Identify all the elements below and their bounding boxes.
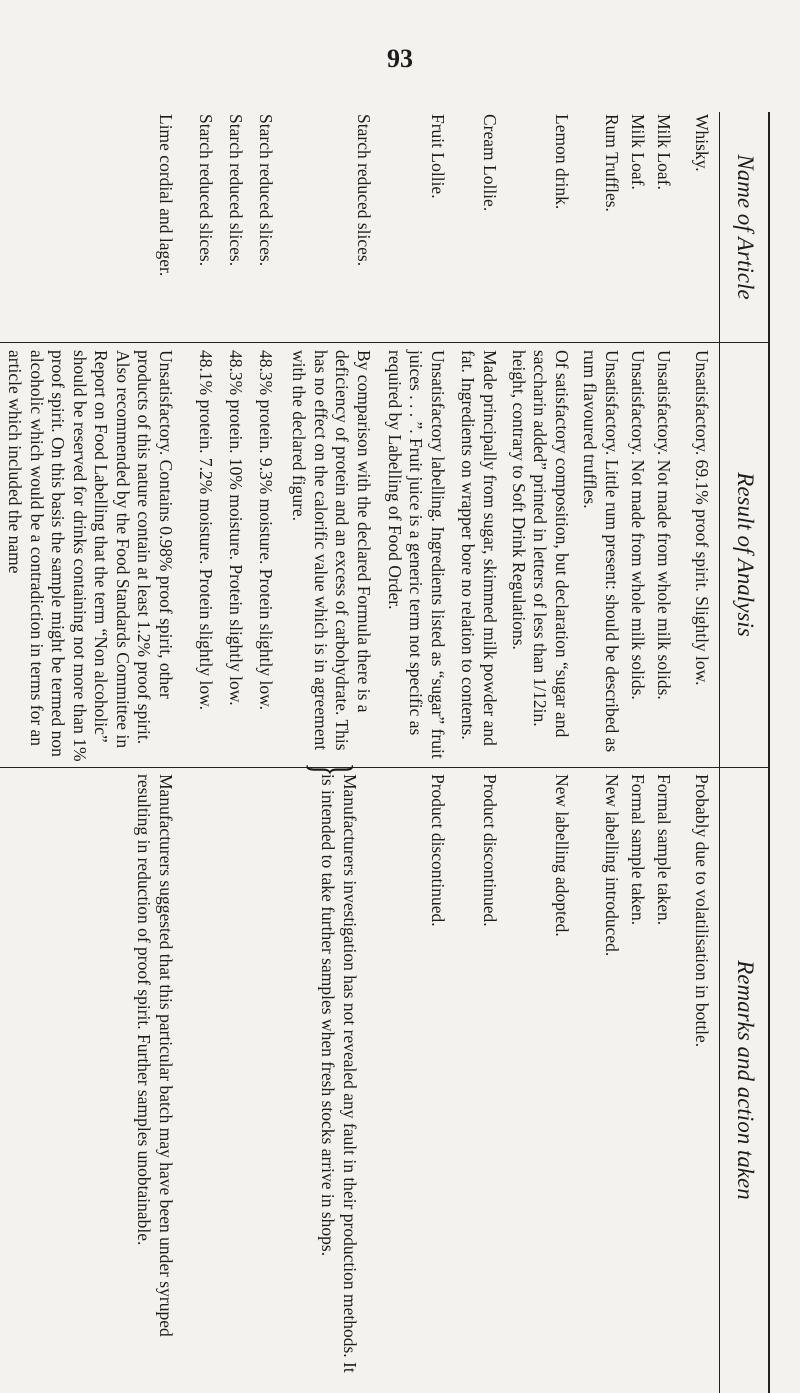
cell-remarks: Product discontinued.	[480, 774, 500, 927]
cell-name: Whisky.	[692, 114, 712, 172]
cell-result: Unsatisfactory. Not made from whole milk solids.	[654, 350, 674, 700]
cell-name: Lime cordial and lager.	[156, 114, 176, 277]
cell-remarks: Formal sample taken.	[654, 774, 674, 926]
cell-result: Made principally from sugar, skimmed milk powder and fat. Ingredients on wrapper bore no relation to contents.	[458, 350, 500, 746]
cell-result: Of satisfactory composition, but declaration “sugar and saccharin added” printed in letters of less than 1/12in. height, contrary to Soft Drink Regulations.	[509, 350, 572, 738]
group-brace: }	[301, 762, 363, 777]
cell-remarks: New labelling introduced.	[602, 774, 622, 957]
cell-result: 48.3% protein. 9.3% moisture. Protein slightly low.	[256, 350, 276, 711]
cell-result: Unsatisfactory. Contains 0.98% proof spirit, other products of this nature contain at least 1.2% proof spirit. Also recommended by the Food Standards Committee in Report on Food Labelling that the term “Non alcoholic” should be reserved for drinks containing not more than 1% proof spirit. On this basis the sample might be termed non alcoholic which would be a contradiction in terms for an article which included the name	[5, 350, 176, 762]
column-divider	[0, 767, 770, 768]
cell-result: 48.1% protein. 7.2% moisture. Protein slightly low.	[196, 350, 216, 711]
cell-result: Unsatisfactory. Not made from whole milk solids.	[628, 350, 648, 700]
cell-name: Lemon drink.	[552, 114, 572, 210]
cell-result: Unsatisfactory. Little rum present: should be described as rum flavoured truffles.	[580, 350, 622, 753]
cell-name: Starch reduced slices.	[196, 114, 216, 267]
header-remarks: Remarks and action taken	[733, 960, 758, 1200]
cell-name: Starch reduced slices.	[226, 114, 246, 267]
cell-result: Unsatisfactory. 69.1% proof spirit. Slightly low.	[692, 350, 712, 686]
cell-name: Milk Loaf.	[654, 114, 674, 190]
cell-name: Rum Truffles.	[602, 114, 622, 212]
cell-result: By comparison with the declared Formula there is a deficiency of protein and an excess of carbohydrate. This has no effect on the calorific value which is in agreement with the declared figure.	[289, 350, 374, 751]
cell-result: Unsatisfactory labelling. Ingredients listed as “sugar” fruit juices . . . ”. Fruit juice is a generic term not specific as required by Labelling of Food Order.	[385, 350, 448, 759]
analysis-table	[0, 112, 770, 1393]
column-divider	[0, 342, 770, 343]
page-number: 93	[387, 44, 413, 73]
cell-name: Fruit Lollie.	[428, 114, 448, 199]
cell-remarks: Probably due to volatilisation in bottle.	[692, 774, 712, 1048]
cell-remarks: Manufacturers suggested that this particular batch may have been under syruped resulting in reduction of proof spirit. Further samples unobtainable.	[134, 774, 176, 1337]
header-name-of-article: Name of Article	[733, 154, 758, 300]
cell-name: Cream Lollie.	[480, 114, 500, 212]
cell-name: Milk Loaf.	[628, 114, 648, 190]
cell-remarks: Formal sample taken.	[628, 774, 648, 926]
cell-remarks: New labelling adopted.	[552, 774, 572, 937]
header-result-of-analysis: Result of Analysis	[733, 472, 758, 637]
cell-name: Starch reduced slices.	[354, 114, 374, 267]
cell-name: Starch reduced slices.	[256, 114, 276, 267]
cell-group-remarks: Manufacturers investigation has not revealed any fault in their production methods. It is intended to take further samples when fresh stocks arrive in shops.	[318, 774, 360, 1373]
cell-remarks: Product discontinued.	[428, 774, 448, 927]
cell-result: 48.3% protein. 10% moisture. Protein slightly low.	[226, 350, 246, 706]
